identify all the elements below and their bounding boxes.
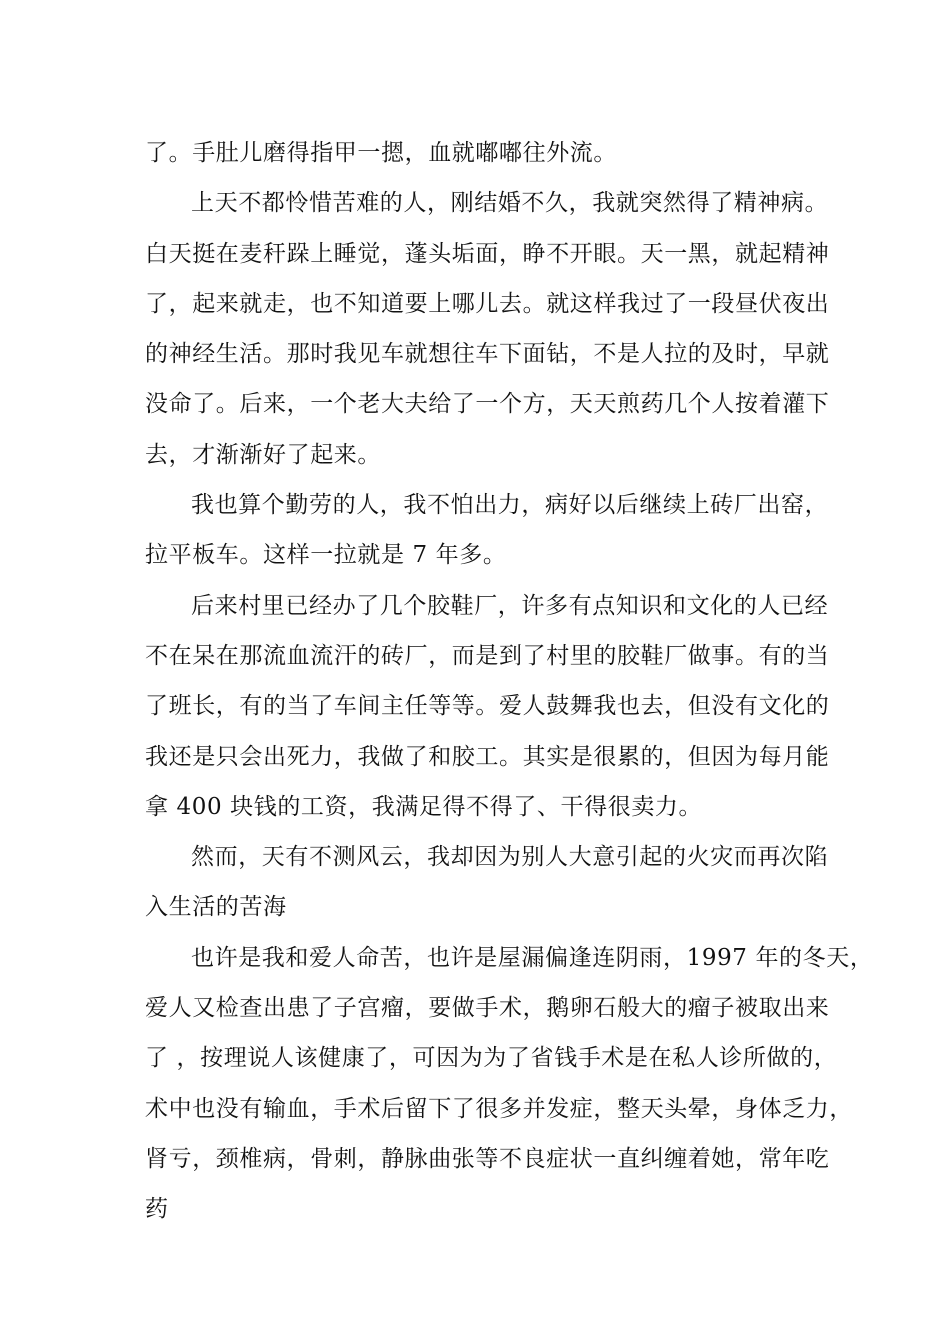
text-line: 了，起来就走，也不知道要上哪儿去。就这样我过了一段昼伏夜出 [145,290,830,317]
paragraph-start-line: 我也算个勤劳的人，我不怕出力，病好以后继续上砖厂出窑， [191,492,829,519]
text-line: 了班长，有的当了车间主任等等。爱人鼓舞我也去，但没有文化的 [145,693,830,720]
text-line: 了。手肚儿磨得指甲一摁，血就嘟嘟往外流。 [145,140,617,166]
paragraph-start-line: 然而，天有不测风云，我却因为别人大意引起的火灾而再次陷 [191,844,829,871]
text-line: 拉平板车。这样一拉就是 7 年多。 [145,542,507,569]
text-line: 没命了。后来，一个老大夫给了一个方，天天煎药几个人按着灌下 [145,391,830,418]
paragraph-start-line: 上天不都怜惜苦难的人，刚结婚不久，我就突然得了精神病。 [191,190,829,217]
text-line: 拿 400 块钱的工资，我满足得不得了、干得很卖力。 [145,793,703,820]
text-line: 术中也没有输血，手术后留下了很多并发症，整天头晕，身体乏力， [145,1095,853,1122]
text-line: 爱人又检查出患了子宫瘤，要做手术，鹅卵石般大的瘤子被取出来 [145,995,830,1022]
paragraph-start-line: 也许是我和爱人命苦，也许是屋漏偏逢连阴雨，1997 年的冬天， [191,944,874,971]
text-line: 去，才渐渐好了起来。 [145,441,381,468]
text-line: 入生活的苦海 [145,894,287,921]
text-line: 的神经生活。那时我见车就想往车下面钻，不是人拉的及时，早就 [145,341,830,368]
text-line: 白天挺在麦秆跺上睡觉，蓬头垢面，睁不开眼。天一黑，就起精神 [145,240,830,267]
text-line: 药 [145,1196,169,1223]
text-line: 肾亏，颈椎病，骨刺，静脉曲张等不良症状一直纠缠着她，常年吃 [145,1145,830,1172]
text-line: 我还是只会出死力，我做了和胶工。其实是很累的，但因为每月能 [145,743,830,770]
text-line: 了 ，按理说人该健康了，可因为为了省钱手术是在私人诊所做的， [145,1045,838,1072]
document-body [145,128,874,1235]
text-line: 不在呆在那流血流汗的砖厂，而是到了村里的胶鞋厂做事。有的当 [145,642,830,669]
paragraph-start-line: 后来村里已经办了几个胶鞋厂，许多有点知识和文化的人已经 [191,592,829,619]
